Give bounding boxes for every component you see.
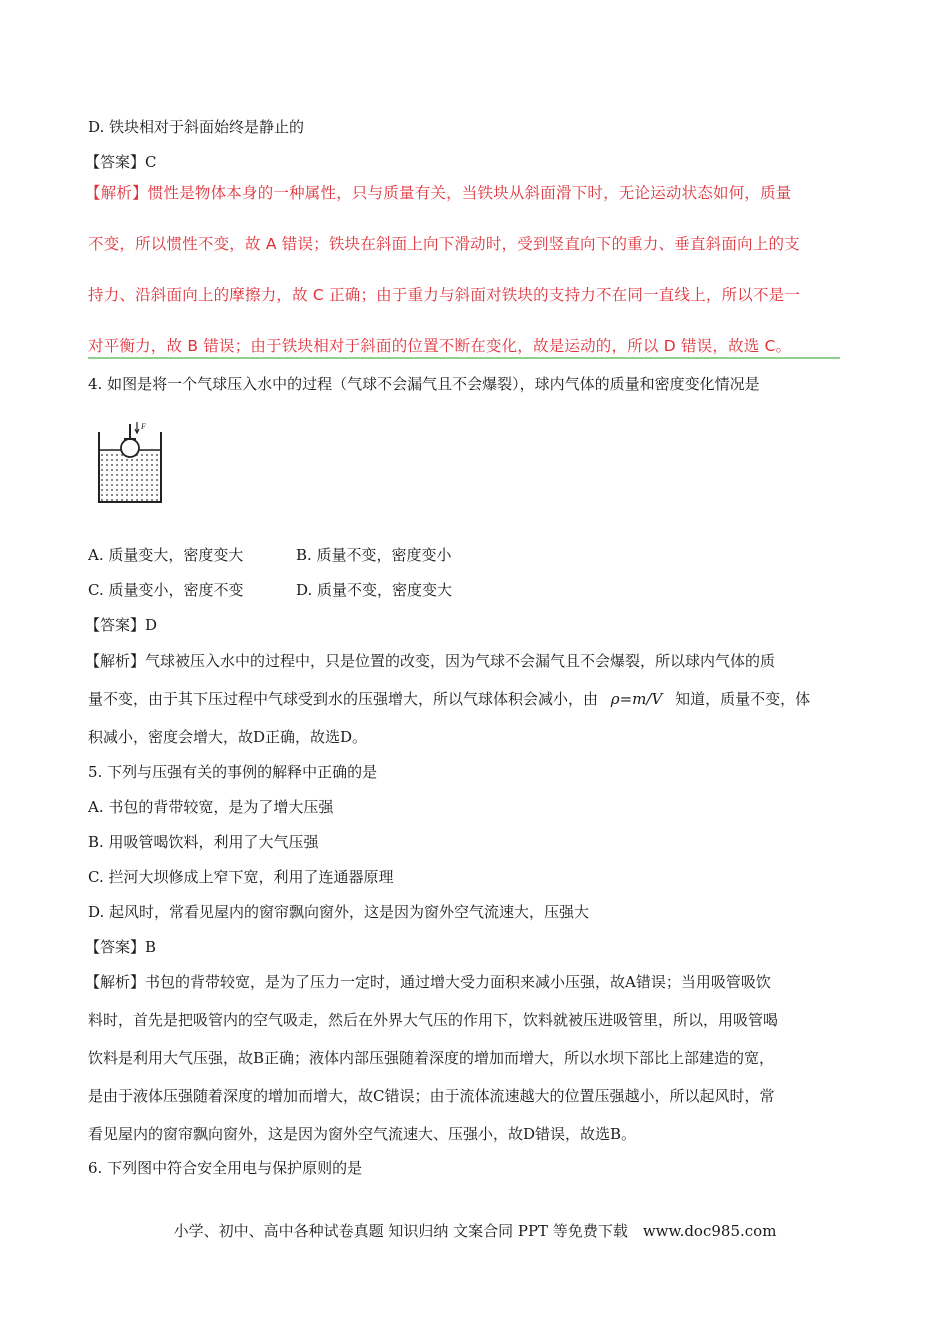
q4-answer: 【答案】D bbox=[85, 616, 158, 634]
q3-analysis-line-2: 不变，所以惯性不变，故 A 错误；铁块在斜面上向下滑动时，受到竖直向下的重力、垂直斜面向上的支 bbox=[88, 235, 800, 253]
divider-rule bbox=[88, 357, 840, 359]
q4-analysis-line-2-b: 知道，质量不变，体 bbox=[675, 690, 811, 708]
q3-option-d: D. 铁块相对于斜面始终是静止的 bbox=[88, 118, 305, 136]
q4-option-d: D. 质量不变，密度变大 bbox=[296, 581, 453, 599]
q5-option-c: C. 拦河大坝修成上窄下宽，利用了连通器原理 bbox=[88, 868, 394, 886]
q5-option-b: B. 用吸管喝饮料，利用了大气压强 bbox=[88, 833, 319, 851]
q4-option-b: B. 质量不变，密度变小 bbox=[296, 546, 452, 564]
q4-analysis-line-2-a: 量不变，由于其下压过程中气球受到水的压强增大，所以气球体积会减小，由 bbox=[88, 690, 599, 708]
q5-analysis-line-5: 看见屋内的窗帘飘向窗外，这是因为窗外空气流速大、压强小，故D错误，故选B。 bbox=[88, 1125, 637, 1143]
page-footer: 小学、初中、高中各种试卷真题 知识归纳 文案合同 PPT 等免费下载 www.doc985.com bbox=[173, 1222, 777, 1240]
q3-analysis-line-1: 【解析】惯性是物体本身的一种属性，只与质量有关，当铁块从斜面滑下时，无论运动状态如何，质量 bbox=[85, 184, 792, 202]
q5-analysis-line-1: 【解析】书包的背带较宽，是为了压力一定时，通过增大受力面积来减小压强，故A错误；当用吸管吸饮 bbox=[85, 973, 771, 991]
q4-analysis-line-1: 【解析】气球被压入水中的过程中，只是位置的改变，因为气球不会漏气且不会爆裂，所以球内气体的质 bbox=[85, 652, 776, 670]
density-formula: ρ=m/V bbox=[610, 690, 663, 708]
q4-analysis-line-2 bbox=[88, 689, 810, 709]
q5-analysis-line-4: 是由于液体压强随着深度的增加而增大，故C错误；由于流体流速越大的位置压强越小，所以起风时，常 bbox=[88, 1087, 775, 1105]
force-label: F bbox=[141, 422, 146, 431]
q3-answer: 【答案】C bbox=[85, 153, 157, 171]
q6-stem: 6. 下列图中符合安全用电与保护原则的是 bbox=[88, 1159, 363, 1177]
q4-stem: 4. 如图是将一个气球压入水中的过程（气球不会漏气且不会爆裂），球内气体的质量和密度变化情况是 bbox=[88, 375, 760, 393]
q4-option-c: C. 质量变小，密度不变 bbox=[88, 581, 244, 599]
q5-stem: 5. 下列与压强有关的事例的解释中正确的是 bbox=[88, 763, 378, 781]
q5-option-a: A. 书包的背带较宽，是为了增大压强 bbox=[88, 798, 334, 816]
q5-option-d: D. 起风时，常看见屋内的窗帘飘向窗外，这是因为窗外空气流速大，压强大 bbox=[88, 903, 590, 921]
balloon-in-water-figure bbox=[95, 418, 167, 506]
q4-analysis-line-3: 积减小，密度会增大，故D正确，故选D。 bbox=[88, 728, 368, 746]
q5-analysis-line-2: 料时，首先是把吸管内的空气吸走，然后在外界大气压的作用下，饮料就被压进吸管里，所以，用吸管喝 bbox=[88, 1011, 779, 1029]
q5-analysis-line-3: 饮料是利用大气压强，故B正确；液体内部压强随着深度的增加而增大，所以水坝下部比上部建造的宽， bbox=[88, 1049, 775, 1067]
q3-analysis-line-4: 对平衡力，故 B 错误；由于铁块相对于斜面的位置不断在变化，故是运动的，所以 D 错误，故选 C。 bbox=[88, 337, 792, 355]
q3-analysis-line-3: 持力、沿斜面向上的摩擦力，故 C 正确；由于重力与斜面对铁块的支持力不在同一直线上，所以不是一 bbox=[88, 286, 801, 304]
q5-answer: 【答案】B bbox=[85, 938, 157, 956]
balloon-shape bbox=[121, 439, 139, 457]
q4-option-a: A. 质量变大，密度变大 bbox=[88, 546, 244, 564]
